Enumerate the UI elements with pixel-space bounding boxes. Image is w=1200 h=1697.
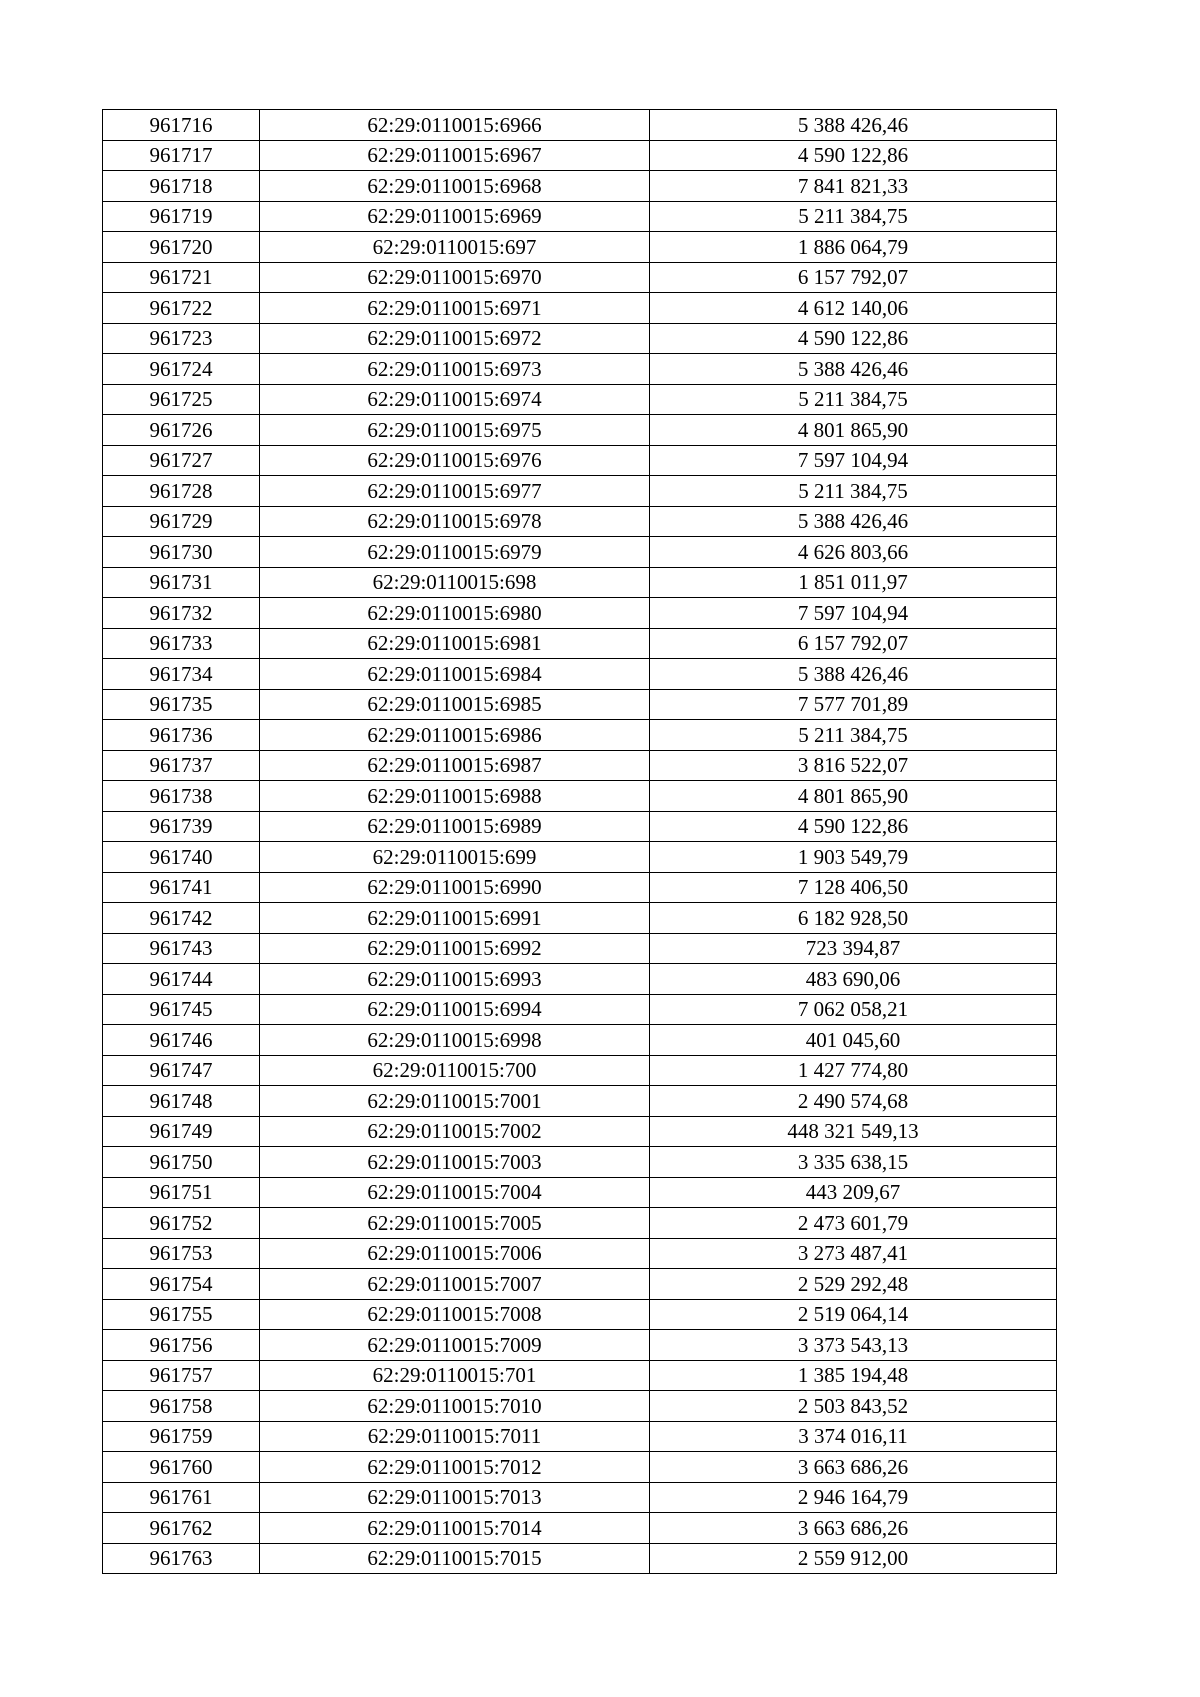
cadastral-number-cell: 62:29:0110015:6984 — [260, 659, 650, 690]
cadastral-number-cell: 62:29:0110015:7004 — [260, 1177, 650, 1208]
cadastral-value-cell: 2 946 164,79 — [650, 1482, 1057, 1513]
cadastral-number-cell: 62:29:0110015:7001 — [260, 1086, 650, 1117]
table-row — [103, 933, 1057, 964]
cadastral-number-cell: 62:29:0110015:6993 — [260, 964, 650, 995]
cadastral-number-cell: 62:29:0110015:6978 — [260, 506, 650, 537]
cadastral-value-cell: 7 597 104,94 — [650, 445, 1057, 476]
table-row — [103, 628, 1057, 659]
cadastral-number-cell: 62:29:0110015:6977 — [260, 476, 650, 507]
row-number-cell: 961762 — [103, 1513, 260, 1544]
row-number-cell: 961724 — [103, 354, 260, 385]
cadastral-number-cell: 62:29:0110015:6966 — [260, 110, 650, 141]
row-number-cell: 961747 — [103, 1055, 260, 1086]
cadastral-value-cell: 5 211 384,75 — [650, 384, 1057, 415]
row-number-cell: 961717 — [103, 140, 260, 171]
row-number-cell: 961748 — [103, 1086, 260, 1117]
cadastral-number-cell: 62:29:0110015:7003 — [260, 1147, 650, 1178]
cadastral-number-cell: 62:29:0110015:6976 — [260, 445, 650, 476]
cadastral-value-cell: 5 388 426,46 — [650, 110, 1057, 141]
table-row — [103, 201, 1057, 232]
row-number-cell: 961737 — [103, 750, 260, 781]
row-number-cell: 961746 — [103, 1025, 260, 1056]
cadastral-number-cell: 62:29:0110015:701 — [260, 1360, 650, 1391]
table-row — [103, 1025, 1057, 1056]
cadastral-value-cell: 5 388 426,46 — [650, 659, 1057, 690]
table-row — [103, 903, 1057, 934]
row-number-cell: 961731 — [103, 567, 260, 598]
row-number-cell: 961738 — [103, 781, 260, 812]
cadastral-number-cell: 62:29:0110015:7008 — [260, 1299, 650, 1330]
row-number-cell: 961763 — [103, 1543, 260, 1574]
cadastral-number-cell: 62:29:0110015:7002 — [260, 1116, 650, 1147]
cadastral-value-cell: 4 801 865,90 — [650, 781, 1057, 812]
table-row — [103, 232, 1057, 263]
table-row — [103, 1421, 1057, 1452]
table-row — [103, 659, 1057, 690]
cadastral-value-cell: 4 590 122,86 — [650, 323, 1057, 354]
cadastral-value-cell: 5 211 384,75 — [650, 201, 1057, 232]
cadastral-value-cell: 4 590 122,86 — [650, 811, 1057, 842]
row-number-cell: 961757 — [103, 1360, 260, 1391]
cadastral-value-cell: 3 374 016,11 — [650, 1421, 1057, 1452]
cadastral-value-cell: 6 157 792,07 — [650, 262, 1057, 293]
cadastral-value-cell: 401 045,60 — [650, 1025, 1057, 1056]
row-number-cell: 961736 — [103, 720, 260, 751]
cadastral-number-cell: 62:29:0110015:6991 — [260, 903, 650, 934]
table-row — [103, 994, 1057, 1025]
row-number-cell: 961723 — [103, 323, 260, 354]
table-row — [103, 1330, 1057, 1361]
table-row — [103, 567, 1057, 598]
table-row — [103, 1269, 1057, 1300]
table-row — [103, 323, 1057, 354]
cadastral-value-cell: 723 394,87 — [650, 933, 1057, 964]
cadastral-value-cell: 4 801 865,90 — [650, 415, 1057, 446]
cadastral-value-cell: 1 427 774,80 — [650, 1055, 1057, 1086]
table-row — [103, 1116, 1057, 1147]
cadastral-value-cell: 7 841 821,33 — [650, 171, 1057, 202]
cadastral-number-cell: 62:29:0110015:6979 — [260, 537, 650, 568]
cadastral-number-cell: 62:29:0110015:6994 — [260, 994, 650, 1025]
row-number-cell: 961755 — [103, 1299, 260, 1330]
table-row — [103, 1238, 1057, 1269]
table-row — [103, 476, 1057, 507]
cadastral-value-cell: 7 062 058,21 — [650, 994, 1057, 1025]
cadastral-number-cell: 62:29:0110015:6974 — [260, 384, 650, 415]
row-number-cell: 961751 — [103, 1177, 260, 1208]
cadastral-value-cell: 2 519 064,14 — [650, 1299, 1057, 1330]
cadastral-number-cell: 62:29:0110015:6992 — [260, 933, 650, 964]
cadastral-number-cell: 62:29:0110015:700 — [260, 1055, 650, 1086]
table-row — [103, 1513, 1057, 1544]
row-number-cell: 961726 — [103, 415, 260, 446]
cadastral-number-cell: 62:29:0110015:7013 — [260, 1482, 650, 1513]
table-row — [103, 1086, 1057, 1117]
cadastral-number-cell: 62:29:0110015:7006 — [260, 1238, 650, 1269]
table-row — [103, 140, 1057, 171]
cadastral-value-cell: 6 157 792,07 — [650, 628, 1057, 659]
table-row — [103, 598, 1057, 629]
table-row — [103, 445, 1057, 476]
cadastral-value-table — [102, 109, 1057, 1574]
table-row — [103, 171, 1057, 202]
cadastral-number-cell: 62:29:0110015:6986 — [260, 720, 650, 751]
table-row — [103, 1055, 1057, 1086]
cadastral-number-cell: 62:29:0110015:6970 — [260, 262, 650, 293]
row-number-cell: 961743 — [103, 933, 260, 964]
table-row — [103, 537, 1057, 568]
cadastral-value-cell: 1 385 194,48 — [650, 1360, 1057, 1391]
table-row — [103, 1391, 1057, 1422]
row-number-cell: 961734 — [103, 659, 260, 690]
row-number-cell: 961735 — [103, 689, 260, 720]
cadastral-value-cell: 448 321 549,13 — [650, 1116, 1057, 1147]
row-number-cell: 961756 — [103, 1330, 260, 1361]
cadastral-number-cell: 62:29:0110015:7012 — [260, 1452, 650, 1483]
cadastral-value-cell: 3 816 522,07 — [650, 750, 1057, 781]
cadastral-value-cell: 6 182 928,50 — [650, 903, 1057, 934]
table-row — [103, 750, 1057, 781]
cadastral-number-cell: 62:29:0110015:6975 — [260, 415, 650, 446]
cadastral-number-cell: 62:29:0110015:7010 — [260, 1391, 650, 1422]
cadastral-number-cell: 62:29:0110015:6971 — [260, 293, 650, 324]
table-row — [103, 1360, 1057, 1391]
cadastral-number-cell: 62:29:0110015:699 — [260, 842, 650, 873]
cadastral-value-cell: 5 388 426,46 — [650, 354, 1057, 385]
row-number-cell: 961744 — [103, 964, 260, 995]
row-number-cell: 961761 — [103, 1482, 260, 1513]
cadastral-value-cell: 3 663 686,26 — [650, 1513, 1057, 1544]
cadastral-number-cell: 62:29:0110015:6990 — [260, 872, 650, 903]
cadastral-number-cell: 62:29:0110015:7007 — [260, 1269, 650, 1300]
cadastral-value-cell: 3 273 487,41 — [650, 1238, 1057, 1269]
row-number-cell: 961721 — [103, 262, 260, 293]
cadastral-number-cell: 62:29:0110015:6998 — [260, 1025, 650, 1056]
cadastral-number-cell: 62:29:0110015:6967 — [260, 140, 650, 171]
row-number-cell: 961720 — [103, 232, 260, 263]
cadastral-number-cell: 62:29:0110015:6985 — [260, 689, 650, 720]
row-number-cell: 961758 — [103, 1391, 260, 1422]
row-number-cell: 961732 — [103, 598, 260, 629]
cadastral-number-cell: 62:29:0110015:6973 — [260, 354, 650, 385]
table-row — [103, 354, 1057, 385]
table-row — [103, 811, 1057, 842]
cadastral-number-cell: 62:29:0110015:6968 — [260, 171, 650, 202]
row-number-cell: 961727 — [103, 445, 260, 476]
row-number-cell: 961719 — [103, 201, 260, 232]
table-row — [103, 293, 1057, 324]
row-number-cell: 961749 — [103, 1116, 260, 1147]
cadastral-number-cell: 62:29:0110015:698 — [260, 567, 650, 598]
cadastral-number-cell: 62:29:0110015:6980 — [260, 598, 650, 629]
table-row — [103, 262, 1057, 293]
row-number-cell: 961753 — [103, 1238, 260, 1269]
table-row — [103, 1147, 1057, 1178]
row-number-cell: 961742 — [103, 903, 260, 934]
cadastral-value-cell: 1 903 549,79 — [650, 842, 1057, 873]
table-row — [103, 842, 1057, 873]
table-row — [103, 964, 1057, 995]
row-number-cell: 961760 — [103, 1452, 260, 1483]
cadastral-value-cell: 4 612 140,06 — [650, 293, 1057, 324]
cadastral-value-cell: 3 373 543,13 — [650, 1330, 1057, 1361]
table-row — [103, 1452, 1057, 1483]
row-number-cell: 961729 — [103, 506, 260, 537]
cadastral-value-cell: 2 473 601,79 — [650, 1208, 1057, 1239]
table-row — [103, 1482, 1057, 1513]
table-body — [103, 110, 1057, 1574]
cadastral-value-cell: 443 209,67 — [650, 1177, 1057, 1208]
cadastral-value-cell: 5 211 384,75 — [650, 720, 1057, 751]
cadastral-number-cell: 62:29:0110015:697 — [260, 232, 650, 263]
cadastral-number-cell: 62:29:0110015:6981 — [260, 628, 650, 659]
cadastral-number-cell: 62:29:0110015:6972 — [260, 323, 650, 354]
cadastral-number-cell: 62:29:0110015:6969 — [260, 201, 650, 232]
cadastral-value-cell: 5 388 426,46 — [650, 506, 1057, 537]
table-row — [103, 1177, 1057, 1208]
table-row — [103, 506, 1057, 537]
table-row — [103, 720, 1057, 751]
row-number-cell: 961725 — [103, 384, 260, 415]
table-row — [103, 384, 1057, 415]
row-number-cell: 961739 — [103, 811, 260, 842]
cadastral-value-cell: 7 597 104,94 — [650, 598, 1057, 629]
cadastral-number-cell: 62:29:0110015:7009 — [260, 1330, 650, 1361]
cadastral-value-cell: 3 663 686,26 — [650, 1452, 1057, 1483]
row-number-cell: 961733 — [103, 628, 260, 659]
cadastral-value-cell: 2 490 574,68 — [650, 1086, 1057, 1117]
cadastral-value-cell: 5 211 384,75 — [650, 476, 1057, 507]
row-number-cell: 961741 — [103, 872, 260, 903]
row-number-cell: 961740 — [103, 842, 260, 873]
cadastral-number-cell: 62:29:0110015:7015 — [260, 1543, 650, 1574]
cadastral-value-cell: 1 851 011,97 — [650, 567, 1057, 598]
cadastral-value-cell: 2 559 912,00 — [650, 1543, 1057, 1574]
table-row — [103, 1543, 1057, 1574]
cadastral-number-cell: 62:29:0110015:7005 — [260, 1208, 650, 1239]
cadastral-value-cell: 2 529 292,48 — [650, 1269, 1057, 1300]
cadastral-number-cell: 62:29:0110015:7011 — [260, 1421, 650, 1452]
cadastral-value-cell: 2 503 843,52 — [650, 1391, 1057, 1422]
row-number-cell: 961759 — [103, 1421, 260, 1452]
table-row — [103, 689, 1057, 720]
cadastral-number-cell: 62:29:0110015:6989 — [260, 811, 650, 842]
row-number-cell: 961730 — [103, 537, 260, 568]
cadastral-number-cell: 62:29:0110015:6988 — [260, 781, 650, 812]
cadastral-value-cell: 4 626 803,66 — [650, 537, 1057, 568]
cadastral-number-cell: 62:29:0110015:7014 — [260, 1513, 650, 1544]
cadastral-value-cell: 1 886 064,79 — [650, 232, 1057, 263]
row-number-cell: 961752 — [103, 1208, 260, 1239]
table-row — [103, 415, 1057, 446]
cadastral-value-cell: 3 335 638,15 — [650, 1147, 1057, 1178]
cadastral-number-cell: 62:29:0110015:6987 — [260, 750, 650, 781]
table-row — [103, 781, 1057, 812]
row-number-cell: 961728 — [103, 476, 260, 507]
row-number-cell: 961745 — [103, 994, 260, 1025]
row-number-cell: 961750 — [103, 1147, 260, 1178]
table-row — [103, 872, 1057, 903]
table-row — [103, 110, 1057, 141]
cadastral-value-cell: 4 590 122,86 — [650, 140, 1057, 171]
row-number-cell: 961722 — [103, 293, 260, 324]
row-number-cell: 961718 — [103, 171, 260, 202]
row-number-cell: 961716 — [103, 110, 260, 141]
cadastral-value-cell: 483 690,06 — [650, 964, 1057, 995]
table-row — [103, 1208, 1057, 1239]
cadastral-value-cell: 7 577 701,89 — [650, 689, 1057, 720]
table-row — [103, 1299, 1057, 1330]
row-number-cell: 961754 — [103, 1269, 260, 1300]
cadastral-value-cell: 7 128 406,50 — [650, 872, 1057, 903]
